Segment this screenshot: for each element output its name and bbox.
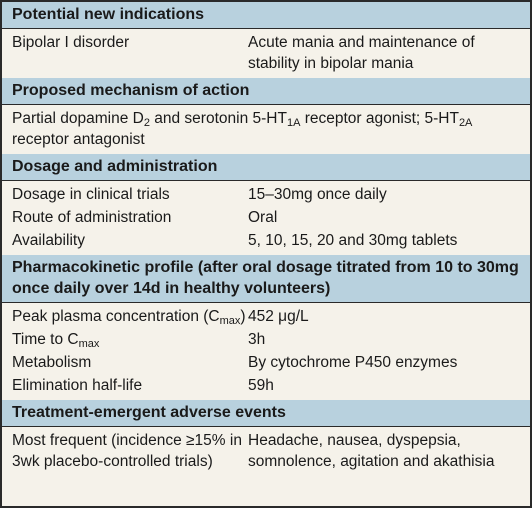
section-header: Treatment-emergent adverse events: [2, 400, 530, 427]
table-row: [2, 429, 530, 473]
row-label: Elimination half-life: [12, 377, 143, 394]
mechanism-text: Partial dopamine $D_2$ and serotonin $5-HT_{1A}$ receptor agonist; $5-HT_{2A}$ receptor antagonist: [12, 110, 473, 148]
row-value: By cytochrome P450 enzymes: [248, 354, 458, 371]
row-value: 3h: [248, 331, 266, 348]
section-header: Pharmacokinetic profile (after oral dosage titrated from 10 to 30mg once daily over 14d in healthy volunteers): [2, 255, 530, 303]
row-label: Time to $C_{max}$: [12, 331, 100, 350]
row-label: Most frequent (incidence ≥15% in 3wk placebo-controlled trials): [12, 432, 242, 470]
table-row: [2, 206, 530, 229]
row-value: 5, 10, 15, 20 and 30mg tablets: [248, 232, 458, 249]
table-row: [2, 229, 530, 252]
section-indications: [2, 2, 530, 78]
row-label: Metabolism: [12, 354, 92, 371]
section-header: Potential new indications: [2, 2, 530, 29]
row-label: Route of administration: [12, 209, 172, 226]
table-row: [2, 351, 530, 374]
section-header: Proposed mechanism of action: [2, 78, 530, 105]
row-value: 59h: [248, 377, 274, 394]
table-row: [2, 183, 530, 206]
table-row: [2, 305, 530, 328]
table-row: [2, 31, 530, 75]
row-value: 15–30mg once daily: [248, 186, 387, 203]
section-mechanism: [2, 78, 530, 154]
table-row: [2, 374, 530, 397]
table-row: [2, 328, 530, 351]
row-label: Availability: [12, 232, 85, 249]
section-dosage: [2, 154, 530, 255]
row-value: 452 μg/L: [248, 308, 309, 325]
row-value: Headache, nausea, dyspepsia, somnolence, agitation and akathisia: [248, 432, 495, 470]
row-label: Dosage in clinical trials: [12, 186, 170, 203]
section-header: Dosage and administration: [2, 154, 530, 181]
section-adverse-events: [2, 400, 530, 476]
row-label: Bipolar I disorder: [12, 34, 130, 51]
row-value: Acute mania and maintenance of stability in bipolar mania: [248, 34, 475, 72]
row-label: Peak plasma concentration $(C_{max})$: [12, 308, 246, 327]
row-value: Oral: [248, 209, 278, 226]
section-pharmacokinetics: [2, 255, 530, 400]
